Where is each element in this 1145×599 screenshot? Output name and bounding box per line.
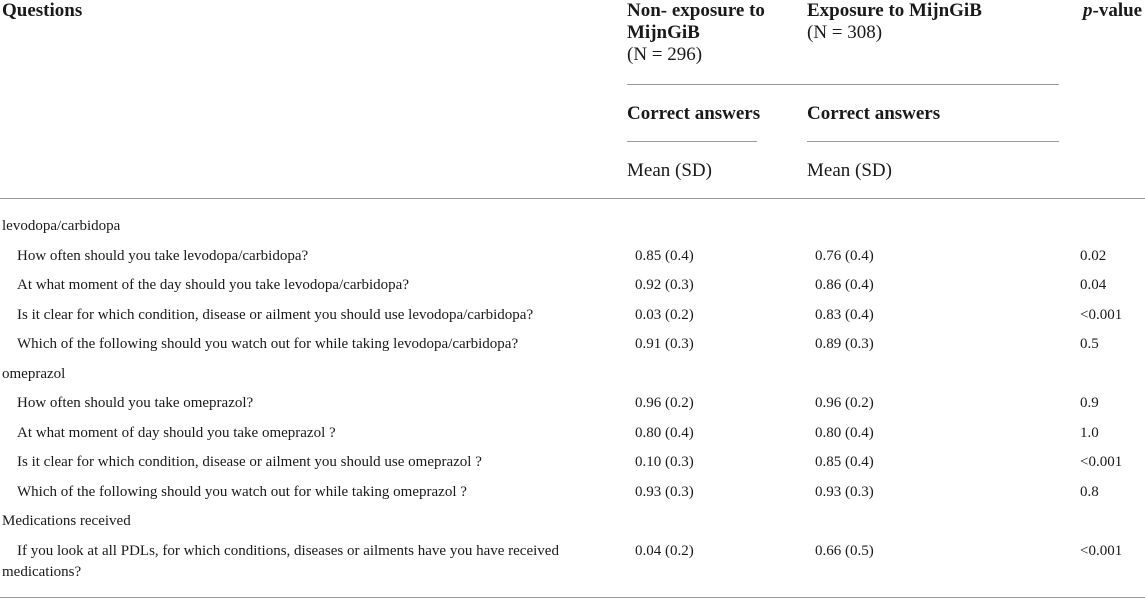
table-bottom-rule xyxy=(0,597,1145,598)
exposure-value: 0.85 (0.4) xyxy=(815,454,874,470)
non-exposure-value: 0.80 (0.4) xyxy=(635,425,694,441)
exposure-value: 0.66 (0.5) xyxy=(815,543,874,559)
subheader-correct-1: Correct answers xyxy=(627,103,761,124)
non-exposure-value: 0.03 (0.2) xyxy=(635,307,694,323)
question-text: At what moment of day should you take omeprazol ? xyxy=(17,425,336,441)
question-text-line2: medications? xyxy=(2,564,82,580)
exposure-value: 0.76 (0.4) xyxy=(815,248,874,264)
p-value: <0.001 xyxy=(1080,307,1123,323)
question-text: Is it clear for which condition, disease or ailment you should use omeprazol ? xyxy=(17,454,482,470)
p-value: 0.8 xyxy=(1080,484,1099,500)
exposure-value: 0.86 (0.4) xyxy=(815,277,874,293)
p-value: 0.9 xyxy=(1080,395,1099,411)
non-exposure-value: 0.85 (0.4) xyxy=(635,248,694,264)
question-text: At what moment of the day should you take levodopa/carbidopa? xyxy=(17,277,409,293)
group-label-omeprazol: omeprazol xyxy=(2,366,66,382)
header-bottom-rule xyxy=(0,198,1145,199)
p-value: <0.001 xyxy=(1080,454,1123,470)
question-text: Which of the following should you watch out for while taking levodopa/carbidopa? xyxy=(17,336,519,352)
header-exposure xyxy=(807,0,982,44)
question-text: Which of the following should you watch out for while taking omeprazol ? xyxy=(17,484,467,500)
subheader-mean-1: Mean (SD) xyxy=(627,160,712,181)
question-text: How often should you take omeprazol? xyxy=(17,395,254,411)
exposure-value: 0.80 (0.4) xyxy=(815,425,874,441)
header-rule-2b xyxy=(807,141,1059,142)
non-exposure-value: 0.10 (0.3) xyxy=(635,454,694,470)
header-non-exposure-line2: MijnGiB xyxy=(627,22,700,43)
subheader-mean-2: Mean (SD) xyxy=(807,160,892,181)
non-exposure-value: 0.93 (0.3) xyxy=(635,484,694,500)
exposure-value: 0.96 (0.2) xyxy=(815,395,874,411)
non-exposure-value: 0.92 (0.3) xyxy=(635,277,694,293)
header-non-exposure-n: (N = 296) xyxy=(627,44,703,65)
exposure-value: 0.89 (0.3) xyxy=(815,336,874,352)
non-exposure-value: 0.96 (0.2) xyxy=(635,395,694,411)
non-exposure-value: 0.04 (0.2) xyxy=(635,543,694,559)
header-non-exposure xyxy=(627,0,765,66)
header-exposure-n: (N = 308) xyxy=(807,22,883,43)
p-value: 1.0 xyxy=(1080,425,1099,441)
header-questions: Questions xyxy=(2,0,83,21)
header-rule-2a xyxy=(627,141,757,142)
exposure-value: 0.93 (0.3) xyxy=(815,484,874,500)
question-text: Is it clear for which condition, disease or ailment you should use levodopa/carbidopa? xyxy=(17,307,534,323)
header-non-exposure-line1: Non- exposure to xyxy=(627,0,765,21)
p-value: <0.001 xyxy=(1080,543,1123,559)
group-label-medications: Medications received xyxy=(2,513,131,529)
header-pvalue-p: p xyxy=(1083,0,1093,21)
non-exposure-value: 0.91 (0.3) xyxy=(635,336,694,352)
header-pvalue-rest: -value xyxy=(1092,0,1143,21)
exposure-value: 0.83 (0.4) xyxy=(815,307,874,323)
p-value: 0.02 xyxy=(1080,248,1107,264)
subheader-correct-2: Correct answers xyxy=(807,103,941,124)
header-rule-1 xyxy=(627,84,1059,85)
question-text: How often should you take levodopa/carbidopa? xyxy=(17,248,309,264)
p-value: 0.04 xyxy=(1080,277,1107,293)
p-value: 0.5 xyxy=(1080,336,1099,352)
question-text-line1: If you look at all PDLs, for which conditions, diseases or ailments have you have received xyxy=(17,543,559,559)
group-label-levodopa: levodopa/carbidopa xyxy=(2,218,121,234)
header-pvalue xyxy=(1083,0,1142,22)
header-exposure-line1: Exposure to MijnGiB xyxy=(807,0,982,21)
